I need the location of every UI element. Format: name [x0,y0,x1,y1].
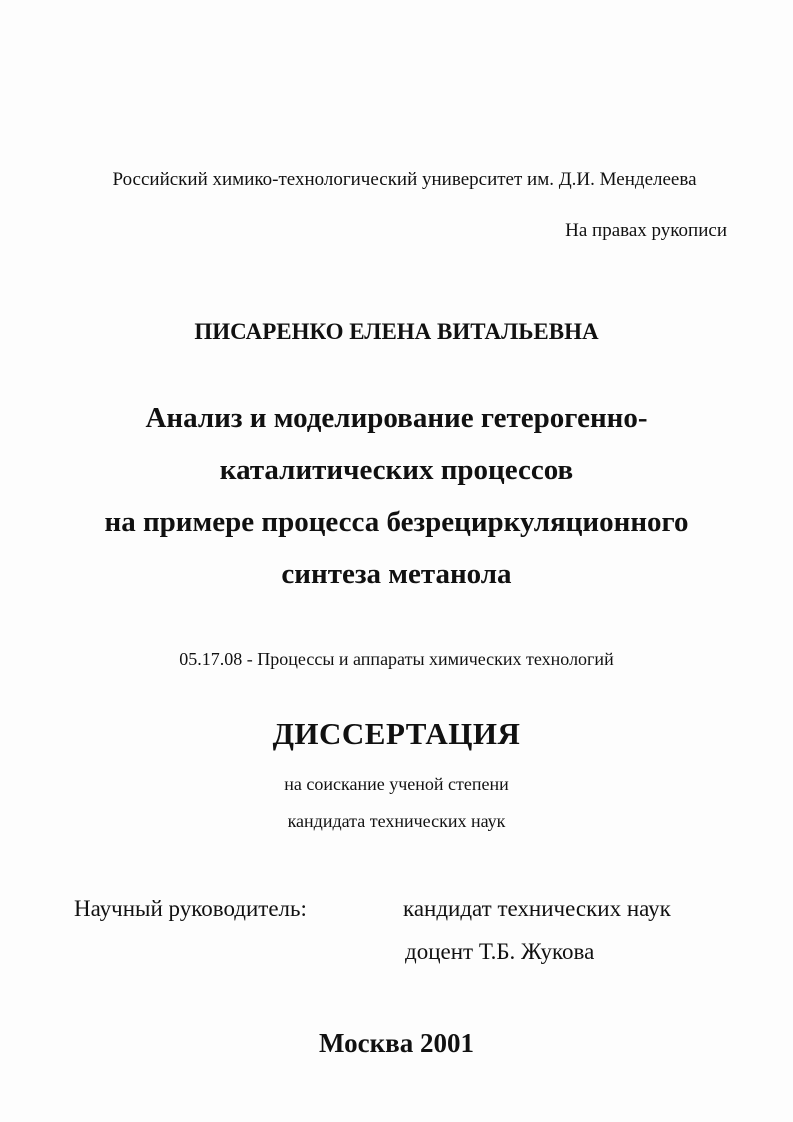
title-line: синтеза метанола [281,558,512,590]
university-name: Российский химико-технологический университет им. Д.И. Менделеева [112,169,697,190]
author-name: ПИСАРЕНКО ЕЛЕНА ВИТАЛЬЕВНА [194,319,599,344]
supervisor-name: доцент Т.Б. Жукова [405,939,595,964]
title-line: каталитических процессов [219,454,574,486]
title-line: Анализ и моделирование гетерогенно- [145,402,648,434]
supervisor-degree: кандидат технических наук [403,896,671,921]
degree-line-1: на соискание ученой степени [284,774,509,794]
supervisor-label: Научный руководитель: [74,896,307,921]
document-type: ДИССЕРТАЦИЯ [272,716,521,751]
city-year: Москва 2001 [319,1028,474,1058]
specialty-code: 05.17.08 - Процессы и аппараты химических технологий [179,649,614,669]
degree-line-2: кандидата технических наук [287,811,506,831]
dissertation-title [0,392,793,600]
rights-notice: На правах рукописи [565,220,727,241]
title-line: на примере процесса безрециркуляционного [104,506,689,538]
